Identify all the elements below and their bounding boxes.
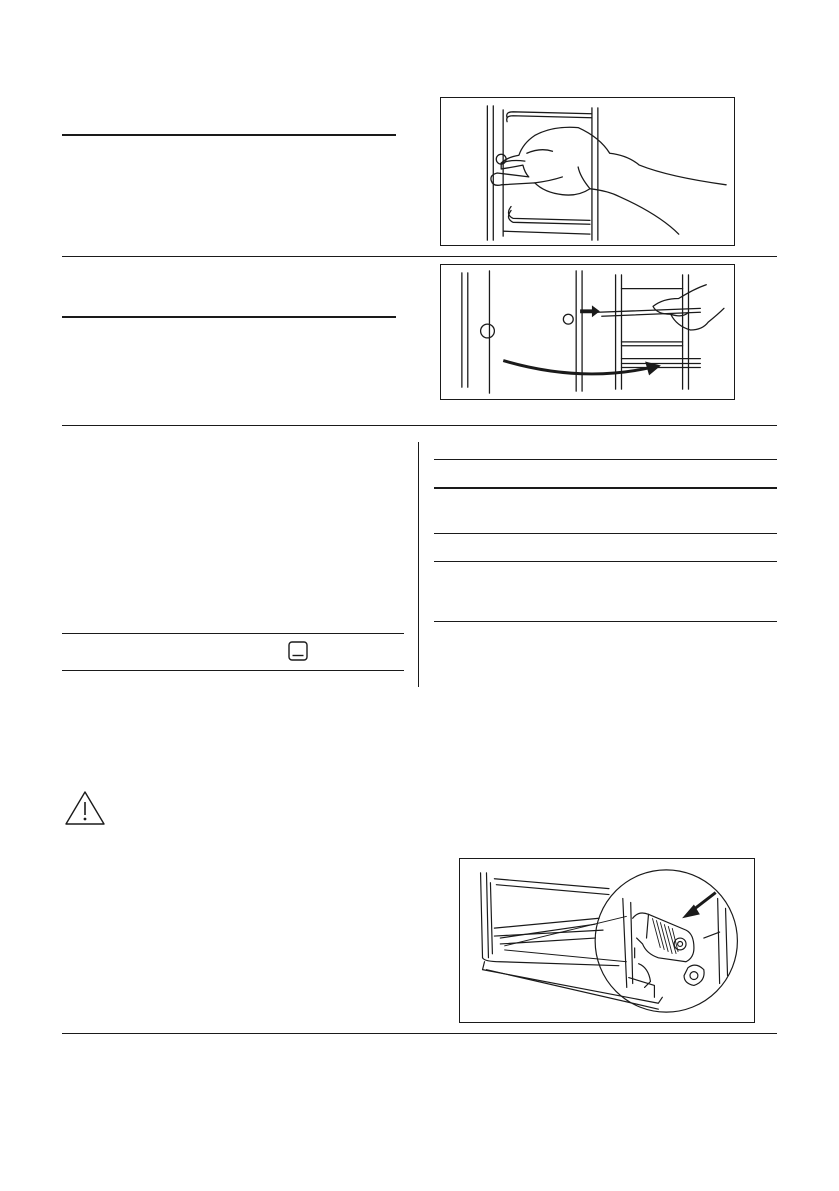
right-col-rule-2 (434, 487, 777, 489)
left-col-rule-2 (62, 670, 404, 671)
oven-function-icon (287, 640, 309, 662)
right-col-rule-5 (434, 621, 777, 622)
hand-pulling-shelf-support-illustration (441, 98, 734, 245)
right-col-rule-3 (434, 533, 777, 534)
right-col-rule-1 (434, 459, 777, 460)
left-col-rule-1 (62, 633, 404, 634)
figure-refit-shelf-support (440, 264, 735, 400)
section-final-rule (62, 1033, 777, 1034)
figure-door-hinge-lever (459, 858, 755, 1023)
door-hinge-lever-illustration (460, 859, 754, 1022)
section-1-subheading-rule (62, 134, 396, 136)
section-1-bottom-rule (62, 256, 777, 257)
section-2-subheading-rule (62, 316, 396, 318)
hand-refitting-shelf-support-illustration (441, 265, 734, 399)
right-col-rule-4 (434, 561, 777, 562)
warning-triangle-icon (64, 790, 106, 826)
column-divider (418, 442, 419, 687)
section-2-bottom-rule (62, 425, 777, 426)
figure-remove-shelf-support (440, 97, 735, 246)
